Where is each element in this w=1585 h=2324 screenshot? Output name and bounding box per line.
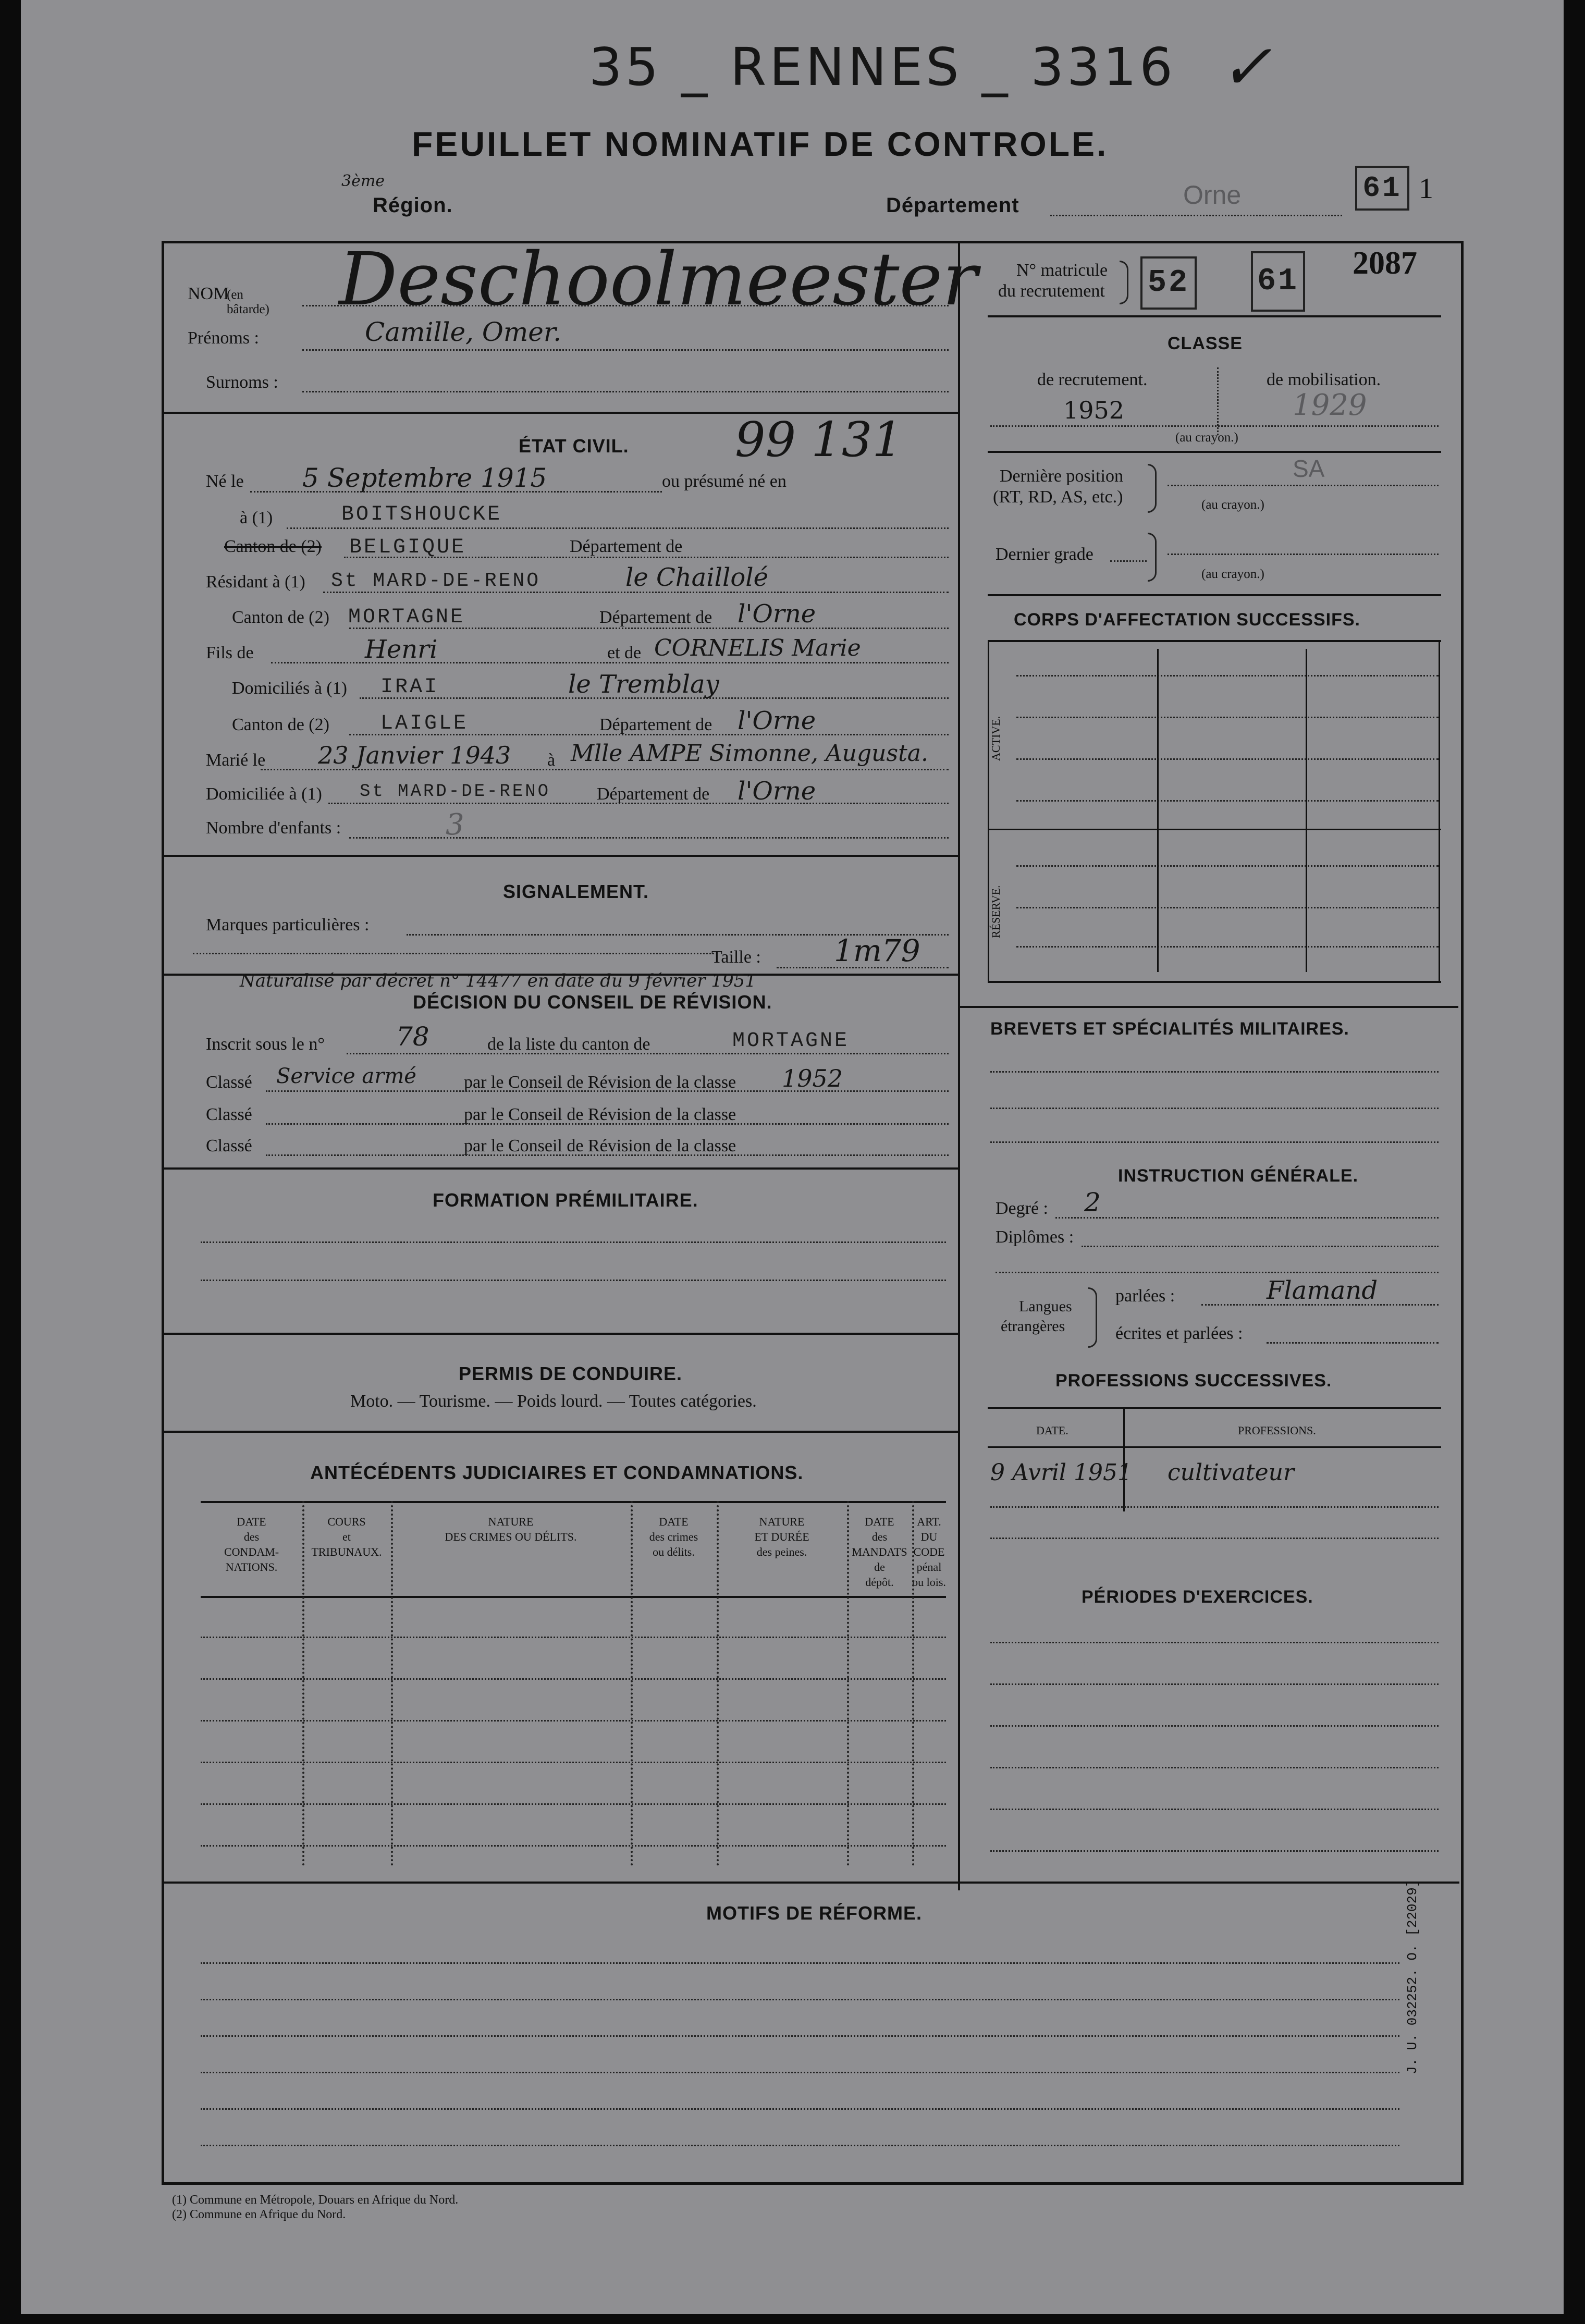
domiciliee-label: Domiciliée à (1) xyxy=(206,784,322,804)
nom-value: Deschoolmeester xyxy=(339,237,978,322)
antecedents-col-header xyxy=(201,1514,302,1575)
antecedents-col-header-text: CONDAM- xyxy=(224,1545,279,1558)
departement-stamp: 61 xyxy=(1355,166,1409,211)
dept4-label: Département de xyxy=(597,784,710,804)
parlees-label: parlées : xyxy=(1115,1286,1175,1306)
mobilisation-value: 1929 xyxy=(1293,388,1367,422)
marie-a: à xyxy=(547,751,556,770)
departement-mark: 1 xyxy=(1419,173,1433,205)
matricule-label-1: N° matricule xyxy=(1016,261,1108,280)
marie-value: 23 Janvier 1943 xyxy=(318,741,511,769)
conseil-label-3: par le Conseil de Révision de la classe xyxy=(464,1136,736,1155)
periodes-heading: PÉRIODES D'EXERCICES. xyxy=(1082,1587,1313,1607)
antecedents-col-header-text: NATURE xyxy=(759,1515,805,1528)
antecedents-col-rule xyxy=(302,1501,304,1866)
antecedents-col-header-text: ou lois. xyxy=(912,1576,946,1589)
prof-header: PROFESSIONS. xyxy=(1238,1424,1316,1437)
dept3-value: l'Orne xyxy=(738,706,816,735)
profession-name: cultivateur xyxy=(1168,1459,1294,1486)
fils-label: Fils de xyxy=(206,643,254,662)
a-label: à (1) xyxy=(240,508,273,527)
antecedents-col-header-text: des peines. xyxy=(756,1545,807,1558)
antecedents-col-rule xyxy=(847,1501,849,1866)
canton-de-value: BELGIQUE xyxy=(349,536,466,559)
reforme-line xyxy=(201,2108,1399,2110)
corps-line xyxy=(1016,800,1439,802)
antecedents-col-header-text: des xyxy=(871,1530,888,1543)
et-label: et de xyxy=(607,643,642,662)
classe-label-2: Classé xyxy=(206,1105,252,1124)
reforme-heading: MOTIFS DE RÉFORME. xyxy=(706,1902,922,1924)
antecedents-col-header-text: NATIONS. xyxy=(225,1560,278,1573)
departement-value: Orne xyxy=(1183,180,1242,210)
etat-civil-heading: ÉTAT CIVIL. xyxy=(519,435,629,457)
reforme-line xyxy=(201,1999,1399,2000)
antecedents-col-header-text: TRIBUNAUX. xyxy=(311,1545,382,1558)
corps-line xyxy=(1016,865,1439,867)
footnote-1: (1) Commune en Métropole, Douars en Afrique du Nord. xyxy=(172,2193,459,2207)
fils-value: Henri xyxy=(365,635,438,664)
dept1-label: Département de xyxy=(570,537,683,556)
canton-de-label: Canton de (2) xyxy=(224,537,322,556)
antecedents-col-header-text: DATE xyxy=(237,1515,266,1528)
top-annotation: 35 _ RENNES _ 3316 xyxy=(589,36,1176,97)
domicilies-place: le Tremblay xyxy=(568,670,719,699)
antecedents-col-header-text: et xyxy=(342,1530,351,1543)
formation-heading: FORMATION PRÉMILITAIRE. xyxy=(433,1189,698,1211)
canton3-label: Canton de (2) xyxy=(232,715,329,734)
presume-label: ou présumé né en xyxy=(662,472,787,491)
degre-label: Degré : xyxy=(996,1199,1049,1218)
antecedents-col-header xyxy=(912,1514,946,1590)
enfants-label: Nombre d'enfants : xyxy=(206,818,341,838)
ecrites-label: écrites et parlées : xyxy=(1115,1324,1243,1343)
antecedents-col-header-text: NATURE xyxy=(488,1515,534,1528)
region-number: 3ème xyxy=(341,172,385,190)
a-value: BOITSHOUCKE xyxy=(341,503,502,526)
antecedents-col-header-text: de xyxy=(874,1560,885,1573)
marie-label: Marié le xyxy=(206,751,266,770)
reforme-line xyxy=(201,2072,1399,2073)
antecedents-heading: ANTÉCÉDENTS JUDICIAIRES ET CONDAMNATIONS. xyxy=(310,1462,804,1483)
position-value: SA xyxy=(1293,455,1325,482)
permis-heading: PERMIS DE CONDUIRE. xyxy=(459,1363,683,1384)
inscrit-label: Inscrit sous le n° xyxy=(206,1035,325,1054)
antecedents-col-rule xyxy=(391,1501,393,1866)
page-title: FEUILLET NOMINATIF DE CONTROLE. xyxy=(412,125,1109,163)
antecedents-row-rule xyxy=(201,1678,946,1680)
domicilies-value: IRAI xyxy=(380,675,439,699)
antecedents-col-header-text: des xyxy=(243,1530,260,1543)
taille-label: Taille : xyxy=(711,948,761,967)
antecedents-row-rule xyxy=(201,1637,946,1638)
grade-label: Dernier grade xyxy=(996,545,1093,564)
marques-label: Marques particulières : xyxy=(206,915,370,934)
classe-value: Service armé xyxy=(276,1064,416,1088)
conseil-label-1: par le Conseil de Révision de la classe xyxy=(464,1073,736,1092)
corps-line xyxy=(1016,675,1439,677)
form-sheet: 35 _ RENNES _ 3316 ✓ FEUILLET NOMINATIF DE CONTROLE. 3ème Région. Département Orne 61 1 NOM (en bâtarde) Deschoolmeester Prénoms : Camille, Omer. Surnoms : ÉTAT CIVIL. 99 131 Né le 5 Septembre 1915 ou présumé né en à (1) BOITSHOUCKE Canton de (2) BELGIQUE Département de Résidant à (1) St MARD-DE-RENO le Chaillolé Canton de (2) MORTAGNE Département de l'Orne Fils de Henri et de CORNELIS Marie Domiciliés à (1) IRAI le Tremblay Canton de (2) LAIGLE Département de l'Orne Marié le 23 Janvier 1943 à Mlle AMPE Simonne, Augusta. Domiciliée à (1) St MARD-DE-RENO Département de l'Orne Nombre d'enfants : 3 SIGNALEMENT. Marques particulières : Taille : 1m79 Naturalisé par décret n° 14477 en date du 9 février 1951 DÉCISION DU CONSEIL DE RÉVISION. Inscrit sous le n° 78 de la liste du canton de MORTAGNE Classé Service armé par le Conseil de Révision de la classe 1952 Classé par le Conseil de Révision de la classe Classé par le Conseil de Révision de la classe FORMATION PRÉMILITAIRE. PERMIS DE CONDUIRE. Moto. — Tourisme. — Poids lourd. — Toutes catégories. ANTÉCÉDENTS JUDICIAIRES ET CONDAMNATIONS. DATE des CONDAM- NATIONS. COURS et TRIBUNAUX. NATURE DES CRIMES OU DÉLITS. DATE des crimes ou délits. NATURE ET DURÉE des peines. DATE des MANDATS de dépôt. ART. DU CODE pénal ou lois. MOTIFS DE RÉFORME. J. U. 032252. O. [22029] N° matricule du recrutement 52 61 2087 CLASSE de recrutement. de mobilisation. 1952 1929 (au crayon.) Dernière position (RT, RD, AS, etc.) SA (au crayon.) Dernier grade (au crayon.) CORPS D'AFFECTATION SUCCESSIFS. ACTIVE. RÉSERVE. BREVETS ET SPÉCIALITÉS MILITAIRES. INSTRUCTION GÉNÉRALE. Degré : 2 Diplômes : Langues étrangères parlées : Flamand écrites et parlées : PROFESSIONS SUCCESSIVES. DATE. PROFESSIONS. 9 Avril 1951 cultivateur PÉRIODES D'EXERCICES. (1) Commune en Métropole, Douars en Afrique du Nord. (2) Commune en Afrique du Nord. xyxy=(21,0,1564,2314)
prenoms-value: Camille, Omer. xyxy=(365,317,562,347)
revision-heading: DÉCISION DU CONSEIL DE RÉVISION. xyxy=(413,991,772,1013)
antecedents-col-header-text: ART. xyxy=(917,1515,941,1528)
antecedents-col-rule xyxy=(631,1501,633,1866)
brevets-heading: BREVETS ET SPÉCIALITÉS MILITAIRES. xyxy=(990,1019,1349,1039)
antecedents-col-header-text: dépôt. xyxy=(865,1576,894,1589)
antecedents-col-header-text: COURS xyxy=(327,1515,366,1528)
matricule-label-2: du recrutement xyxy=(998,281,1105,301)
antecedents-col-header-text: ou délits. xyxy=(653,1545,695,1558)
antecedents-col-header xyxy=(717,1514,847,1559)
antecedents-col-header xyxy=(847,1514,912,1590)
canton2-label: Canton de (2) xyxy=(232,608,329,627)
antecedents-col-header-text: DU CODE xyxy=(913,1530,945,1558)
position-label-2: (RT, RD, AS, etc.) xyxy=(993,487,1123,507)
classe-label-1: Classé xyxy=(206,1073,252,1092)
resident-label: Résidant à (1) xyxy=(206,572,305,592)
departement-label: Département xyxy=(886,194,1019,217)
antecedents-col-header-text: pénal xyxy=(916,1560,942,1573)
antecedents-row-rule xyxy=(201,1720,946,1722)
liste-label: de la liste du canton de xyxy=(487,1035,650,1054)
dept3-label: Département de xyxy=(599,715,712,734)
antecedents-col-header-text: DES CRIMES OU DÉLITS. xyxy=(445,1530,577,1543)
reforme-line xyxy=(201,2035,1399,2037)
naturalise-note: Naturalisé par décret n° 14477 en date du 9 février 1951 xyxy=(240,970,756,991)
parlees-value: Flamand xyxy=(1267,1276,1378,1305)
matricule-stamp-1: 52 xyxy=(1140,256,1197,310)
date-header: DATE. xyxy=(1036,1424,1068,1437)
inscrit-value: 78 xyxy=(396,1022,429,1052)
canton3-value: LAIGLE xyxy=(380,712,469,735)
langues-label-1: Langues xyxy=(1019,1298,1072,1315)
recrutement-label: de recrutement. xyxy=(1037,370,1148,389)
classe-year: 1952 xyxy=(782,1064,843,1092)
antecedents-row-rule xyxy=(201,1845,946,1847)
corps-line xyxy=(1016,758,1439,760)
taille-value: 1m79 xyxy=(834,933,920,968)
au-crayon-1: (au crayon.) xyxy=(1175,431,1238,445)
matricule-number: 2087 xyxy=(1353,245,1417,281)
main-frame xyxy=(162,241,1464,2185)
ne-le-value: 5 Septembre 1915 xyxy=(302,463,547,493)
antecedents-col-header-text: des crimes xyxy=(649,1530,698,1543)
dept2-value: l'Orne xyxy=(738,599,816,629)
region-label: Région. xyxy=(373,194,453,217)
degre-value: 2 xyxy=(1084,1187,1101,1218)
antecedents-col-header xyxy=(391,1514,631,1544)
conseil-label-2: par le Conseil de Révision de la classe xyxy=(464,1105,736,1124)
reforme-line xyxy=(201,1962,1399,1964)
position-label-1: Dernière position xyxy=(1000,466,1123,486)
domicilies-label: Domiciliés à (1) xyxy=(232,679,347,698)
canton2-value: MORTAGNE xyxy=(348,606,465,629)
antecedents-col-header-text: DATE xyxy=(865,1515,894,1528)
professions-heading: PROFESSIONS SUCCESSIVES. xyxy=(1055,1371,1332,1391)
dept4-value: l'Orne xyxy=(738,777,816,806)
check-mark: ✓ xyxy=(1220,31,1272,104)
mobilisation-label: de mobilisation. xyxy=(1267,370,1381,389)
resident-value: St MARD-DE-RENO xyxy=(331,570,541,592)
corps-line xyxy=(1016,907,1439,908)
reserve-label: RÉSERVE. xyxy=(989,885,1002,938)
profession-date: 9 Avril 1951 xyxy=(990,1459,1132,1486)
classe-heading: CLASSE xyxy=(1168,334,1243,353)
corps-line xyxy=(1016,717,1439,718)
diplomes-label: Diplômes : xyxy=(996,1227,1074,1247)
reforme-line xyxy=(201,2145,1399,2146)
epouse-value: Mlle AMPE Simonne, Augusta. xyxy=(571,740,928,767)
langues-label-2: étrangères xyxy=(1001,1318,1065,1335)
surnoms-label: Surnoms : xyxy=(206,373,278,392)
matricule-stamp-2: 61 xyxy=(1251,251,1305,312)
antecedents-row-rule xyxy=(201,1762,946,1763)
antecedents-col-header-text: DATE xyxy=(659,1515,689,1528)
active-label: ACTIVE. xyxy=(989,716,1002,761)
antecedents-col-rule xyxy=(717,1501,719,1866)
permis-categories: Moto. — Tourisme. — Poids lourd. — Toutes catégories. xyxy=(350,1392,757,1411)
classe-label-3: Classé xyxy=(206,1136,252,1155)
resident-place: le Chaillolé xyxy=(625,563,768,592)
ne-le-label: Né le xyxy=(206,472,244,491)
canton-value: MORTAGNE xyxy=(732,1029,850,1053)
antecedents-row-rule xyxy=(201,1803,946,1805)
antecedents-col-header xyxy=(302,1514,391,1559)
antecedents-col-header-text: MANDATS xyxy=(852,1545,907,1558)
au-crayon-3: (au crayon.) xyxy=(1201,567,1264,581)
registry-number: 99 131 xyxy=(735,412,903,468)
recrutement-value: 1952 xyxy=(1063,396,1125,424)
antecedents-col-header xyxy=(631,1514,717,1559)
enfants-value: 3 xyxy=(446,808,464,842)
prenoms-label: Prénoms : xyxy=(188,328,259,348)
domiciliee-value: St MARD-DE-RENO xyxy=(360,782,551,802)
mere-value: CORNELIS Marie xyxy=(654,635,861,661)
corps-heading: CORPS D'AFFECTATION SUCCESSIFS. xyxy=(1014,610,1360,630)
antecedents-col-rule xyxy=(912,1501,914,1866)
antecedents-col-header-text: ET DURÉE xyxy=(754,1530,809,1543)
instruction-heading: INSTRUCTION GÉNÉRALE. xyxy=(1118,1166,1359,1186)
dept2-label: Département de xyxy=(599,608,712,627)
signalement-heading: SIGNALEMENT. xyxy=(503,881,649,902)
corps-line xyxy=(1016,946,1439,948)
footnote-2: (2) Commune en Afrique du Nord. xyxy=(172,2208,346,2221)
au-crayon-2: (au crayon.) xyxy=(1201,498,1264,512)
printer-mark: J. U. 032252. O. [22029] xyxy=(1405,1879,1420,2074)
